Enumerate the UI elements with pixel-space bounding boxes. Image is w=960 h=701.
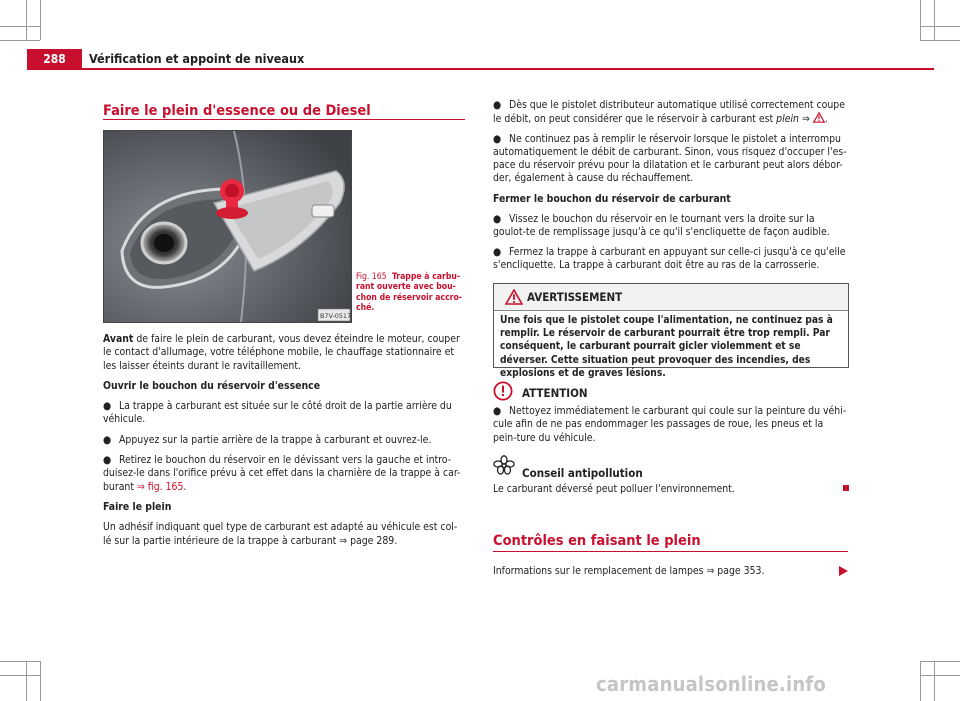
list-item: ● Nettoyez immédiatement le carburant qui coule sur la peinture du véhi-cule afin de ne pas endommager les passages de roue, les pneus et la pein-ture du véhicule. [493,405,847,444]
crop-mark [26,0,27,40]
figure-caption [356,272,466,314]
section-rule [103,119,465,120]
list-item: ● Ne continuez pas à remplir le réservoir lorsque le pistolet a interrompu automatiquement le débit de carburant. Sinon, vous risquez d'occuper l'es-pace du réservoir prévu pour la dilatation et le carburant peut alors débor-der, également à cause du réchauffement. [493,132,847,185]
left-body [103,333,465,548]
figure-code: B7V-0517 [320,312,351,320]
refuel-paragraph: Un adhésif indiquant quel type de carburant est adapté au véhicule est col-lé sur la partie intérieure de la trappe à carburant ⇒ page 289. [103,521,458,547]
section2-title: Contrôles en faisant le plein [493,533,701,549]
intro-bold: Avant [103,333,134,345]
figure-link[interactable]: ⇒ fig. 165 [137,480,184,493]
list-item: ● Dès que le pistolet distributeur automatique utilisé correctement coupe le débit, on peut considérer que le réservoir à carburant est plein ⇒ . [493,99,845,126]
eco-title: Conseil antipollution [522,466,643,480]
crop-mark [0,26,40,27]
eco-body: Le carburant déversé peut polluer l'environnement. [493,483,735,495]
figure-caption-label: Fig. 165 [356,272,387,282]
warning-triangle-icon [813,112,825,123]
right-body [493,99,848,272]
intro-paragraph [103,333,465,373]
attention-title: ATTENTION [522,386,588,400]
attention-block [493,405,848,445]
crop-mark [0,40,40,41]
subheading-refuel: Faire le plein [103,500,172,513]
running-title: Vérification et appoint de niveaux [89,51,305,66]
end-of-section-mark [843,485,849,491]
section2-block [493,565,823,578]
eco-flower-icon [493,455,515,477]
warning-box-header [494,284,848,311]
section2-rule [493,551,848,552]
fuel-flap-illustration [104,131,351,322]
eco-block [493,483,848,496]
figure-fuel-flap [103,130,352,323]
figure-caption-text: Trappe à carbu-rant ouverte avec bou-chon de réservoir accro-ché. [356,272,463,314]
crop-mark [26,661,27,701]
crop-mark [920,40,960,41]
crop-mark [920,0,921,40]
crop-mark [920,26,960,27]
section2-text: Informations sur le remplacement de lampes ⇒ page 353. [493,565,765,577]
crop-mark [0,661,40,662]
page-number: 288 [43,52,66,66]
warning-box [493,283,849,379]
attention-icon [493,381,513,401]
intro-text: de faire le plein de carburant, vous devez éteindre le moteur, couper le contact d'allumage, votre téléphone mobile, le chauffage stationnaire et les laisser éteints durant le ravitaillement. [103,333,460,372]
watermark: carmanualsonline.info [596,672,826,696]
warning-title: AVERTISSEMENT [527,290,623,304]
crop-mark [920,675,960,676]
crop-mark [934,0,935,40]
list-item: ● Retirez le bouchon du réservoir en le dévissant vers la gauche et intro-duisez-le dans l'orifice prévu à cet effet dans la charnière de la trappe à car-burant ⇒ fig. 165. [103,454,461,493]
section-title: Faire le plein d'essence ou de Diesel [103,103,371,119]
list-item: ● Fermez la trappe à carburant en appuyant sur celle-ci jusqu'à ce qu'elle s'encliquette. La trappe à carburant doit être au ras de la carrosserie. [493,245,846,271]
crop-mark [920,661,921,701]
warning-triangle-icon [505,289,523,305]
subheading-close-cap: Fermer le bouchon du réservoir de carburant [493,192,731,205]
crop-mark [40,661,41,701]
crop-mark [934,661,935,701]
warning-body: Une fois que le pistolet coupe l'alimentation, ne continuez pas à remplir. Le réservoir de carburant pourrait être trop rempli. Par conséquent, le carburant pourrait gicler violemment et se déverser. Cette situation peut provoquer des incendies, des explosions et de graves lésions. [500,315,833,379]
crop-mark [40,0,41,40]
list-item: ● La trappe à carburant est située sur le côté droit de la partie arrière du véhicule. [103,400,452,426]
continue-arrow-icon[interactable] [839,566,848,576]
subheading-open-cap: Ouvrir le bouchon du réservoir d'essence [103,379,321,392]
list-item: ● Vissez le bouchon du réservoir en le tournant vers la droite sur la goulot-te de remplissage jusqu'à ce qu'il s'encliquette de façon audible. [493,213,830,239]
crop-mark [920,661,960,662]
crop-mark [0,675,40,676]
list-item: ● Appuyez sur la partie arrière de la trappe à carburant et ouvrez-le. [103,433,432,446]
header-rule [27,68,934,70]
